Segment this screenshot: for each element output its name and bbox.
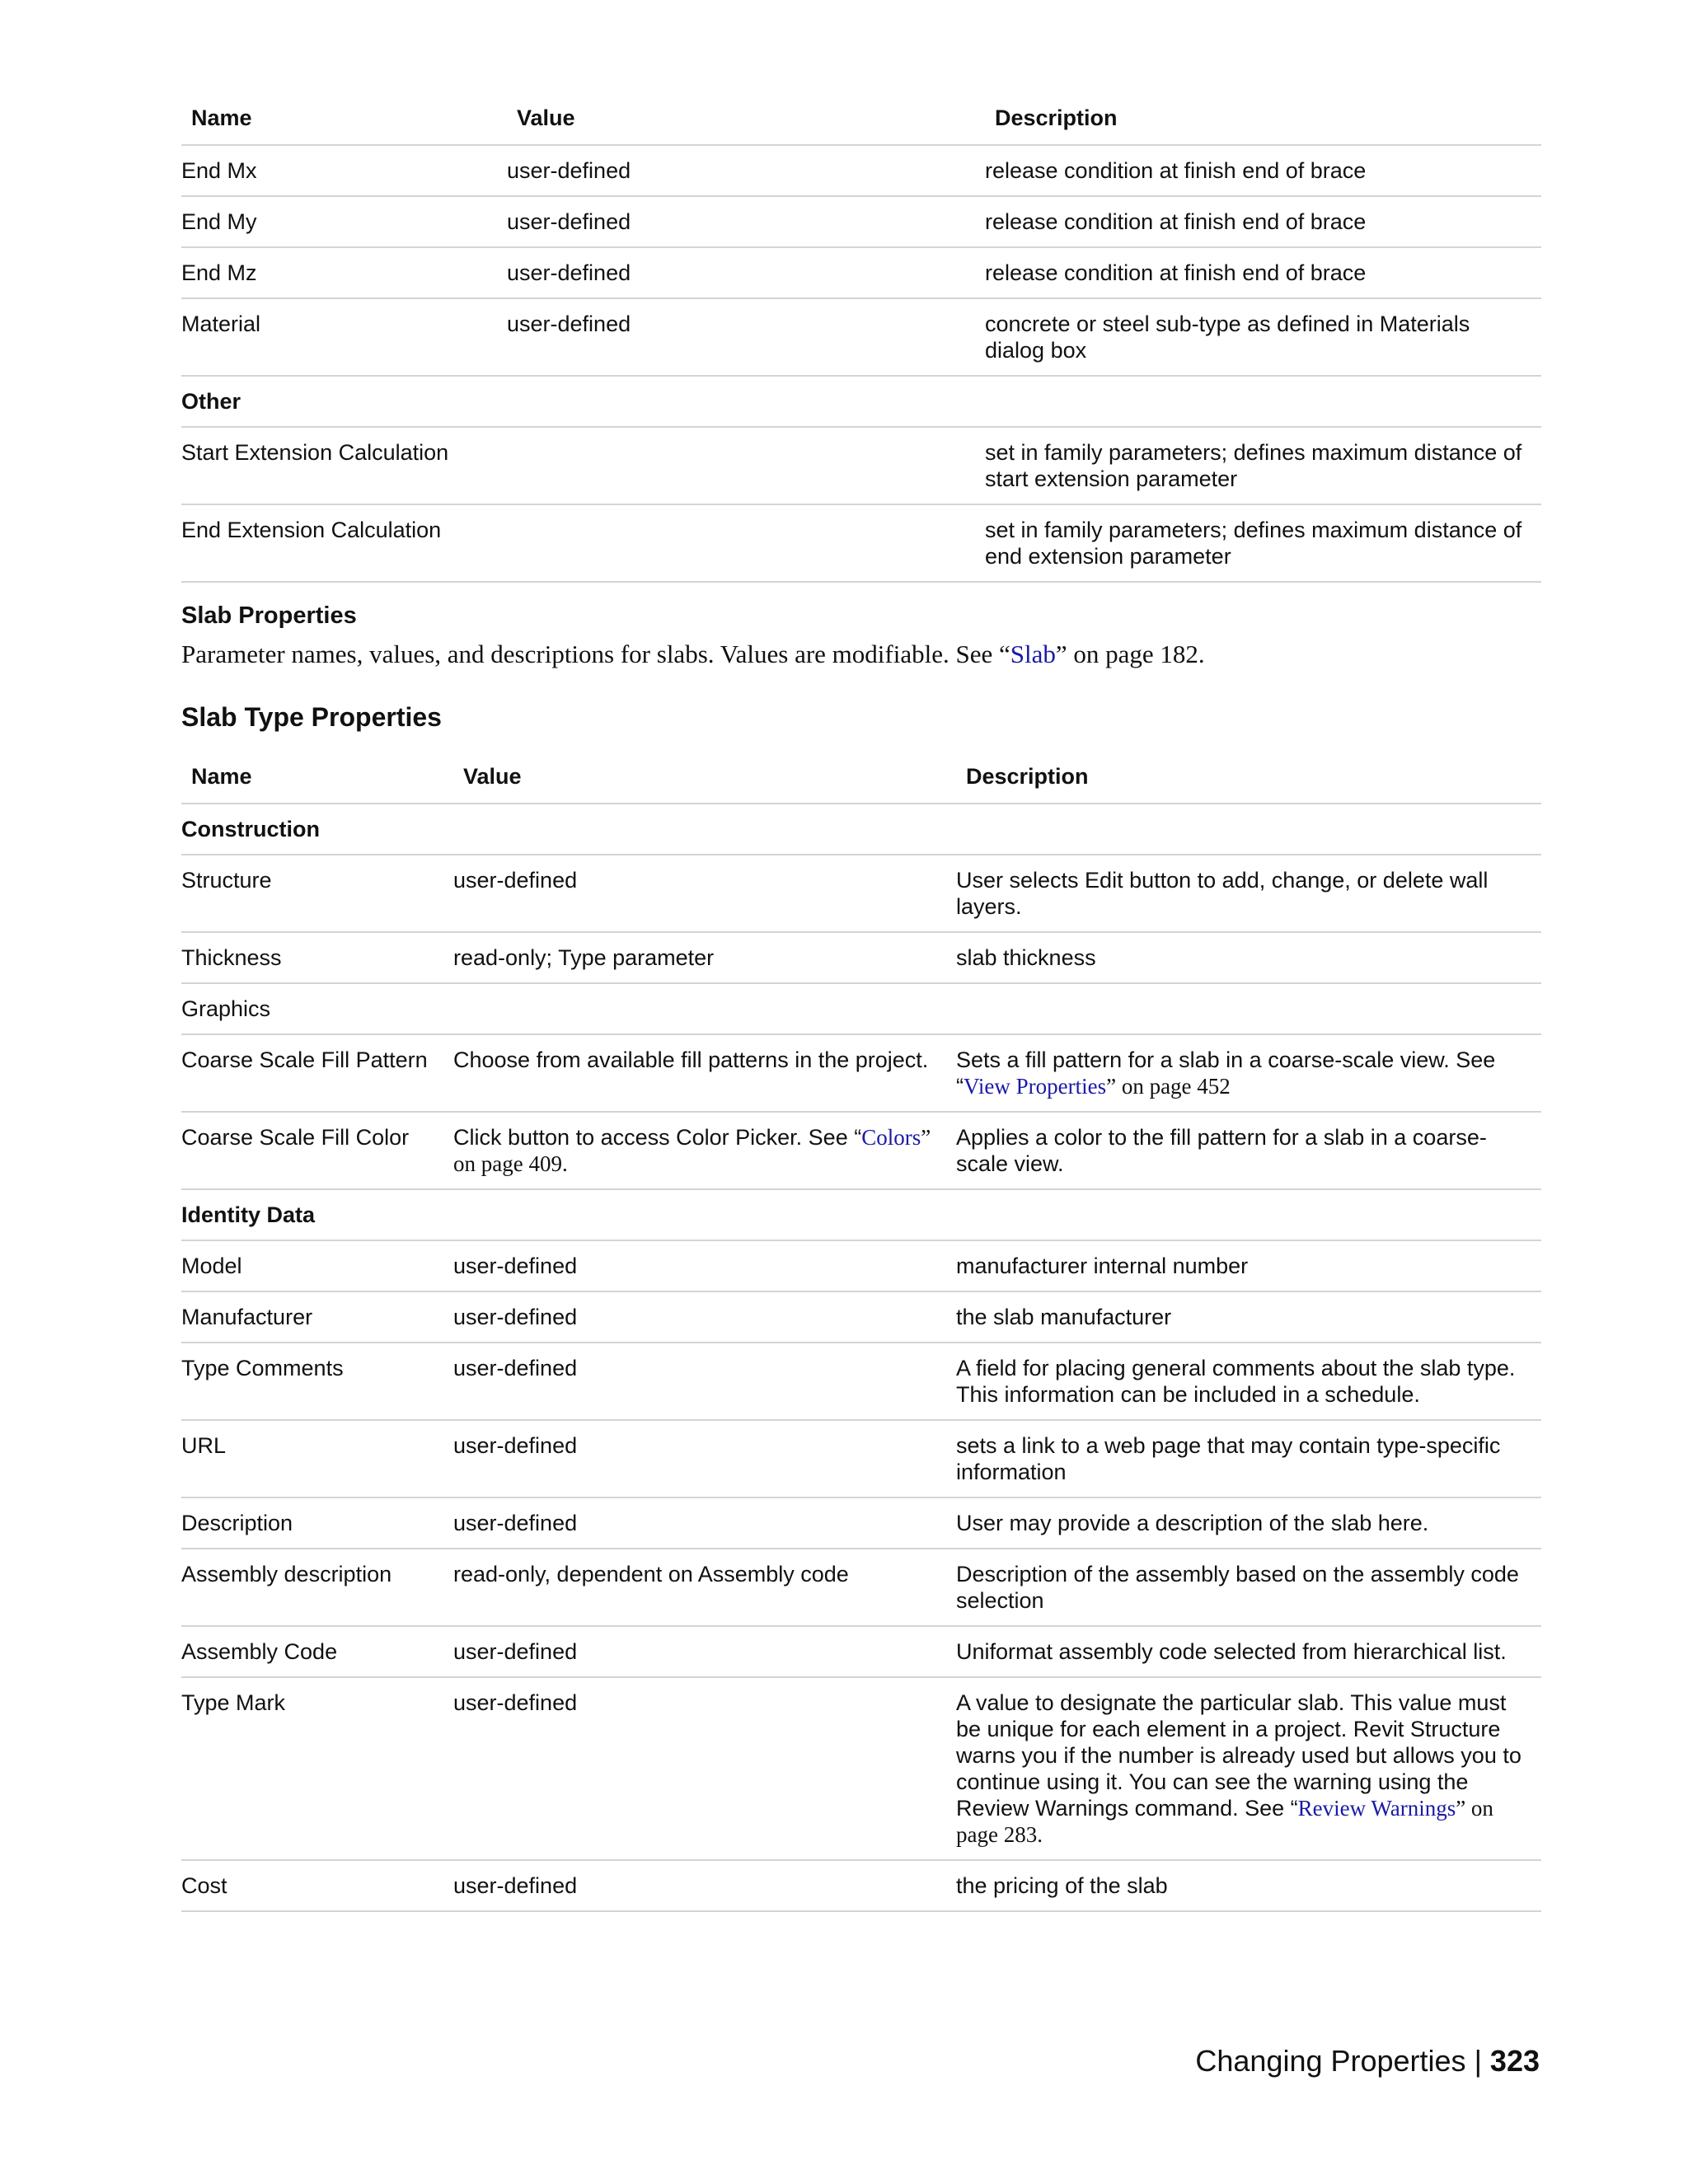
description-text: ” on page 452 [1106,1074,1231,1099]
table-row [181,196,1541,247]
slab-link[interactable]: Slab [1010,640,1056,668]
param-description: the pricing of the slab [956,1860,1541,1911]
table-row [181,1677,1541,1860]
param-description: set in family parameters; defines maximum distance of start extension parameter [985,427,1541,504]
param-description: release condition at finish end of brace [985,247,1541,298]
param-description: Uniformat assembly code selected from hierarchical list. [956,1626,1541,1677]
table-row [181,298,1541,376]
description-text: A value to designate the particular slab. This value must be unique for each element in a project. Revit Structure warns you if the number is already used but allows you to continue using it. You can see the warning using the Review Warnings command. See “ [956,1690,1522,1821]
value-text: ” on page 409. [453,1125,931,1176]
param-name: Structure [181,855,453,932]
table-row [181,1112,1541,1189]
param-value: user-defined [507,298,985,376]
table-row [181,504,1541,582]
section-heading-construction: Construction [181,804,1541,855]
slab-properties-heading: Slab Properties [181,602,357,629]
section-row [181,1189,1541,1240]
param-description: A field for placing general comments about the slab type. This information can be included in a schedule. [956,1343,1541,1420]
footer-title: Changing Properties [1195,2044,1466,2078]
param-name: End Mx [181,145,507,196]
param-description: sets a link to a web page that may contain type-specific information [956,1420,1541,1497]
param-name: Model [181,1240,453,1291]
param-description: concrete or steel sub-type as defined in Materials dialog box [985,298,1541,376]
slab-type-properties-heading: Slab Type Properties [181,702,442,732]
table-row [181,1240,1541,1291]
param-value [507,504,985,582]
table-row [181,1343,1541,1420]
param-name: Description [181,1497,453,1549]
param-value: user-defined [507,196,985,247]
table-row [181,1420,1541,1497]
header-description: Description [956,757,1541,804]
param-value: user-defined [453,1240,956,1291]
param-description: release condition at finish end of brace [985,196,1541,247]
header-name: Name [181,757,453,804]
section-row [181,983,1541,1034]
param-name: Type Comments [181,1343,453,1420]
table-row [181,1549,1541,1626]
param-name: Type Mark [181,1677,453,1860]
param-description: User may provide a description of the slab here. [956,1497,1541,1549]
table-row [181,1291,1541,1343]
param-description: the slab manufacturer [956,1291,1541,1343]
param-name: Coarse Scale Fill Pattern [181,1034,453,1112]
param-value: user-defined [453,1291,956,1343]
param-name: Assembly Code [181,1626,453,1677]
table-row [181,855,1541,932]
table-row [181,427,1541,504]
section-row [181,376,1541,427]
param-description: Description of the assembly based on the assembly code selection [956,1549,1541,1626]
param-name: Start Extension Calculation [181,427,507,504]
param-value: user-defined [453,1420,956,1497]
table-row [181,145,1541,196]
brace-properties-table [181,99,1541,583]
param-description: release condition at finish end of brace [985,145,1541,196]
table-header-row [181,99,1541,145]
header-value: Value [507,99,985,145]
param-value: Choose from available fill patterns in the project. [453,1034,956,1112]
param-name: Thickness [181,932,453,983]
page-number: 323 [1489,2044,1540,2078]
param-name: End Mz [181,247,507,298]
view-properties-link[interactable]: View Properties [964,1074,1107,1099]
section-heading-other: Other [181,376,1541,427]
table-header-row [181,757,1541,804]
review-warnings-link[interactable]: Review Warnings [1297,1796,1456,1821]
param-description: slab thickness [956,932,1541,983]
header-name: Name [181,99,507,145]
table-row [181,932,1541,983]
param-name: Assembly description [181,1549,453,1626]
param-name: Cost [181,1860,453,1911]
slab-type-properties-table [181,757,1541,1912]
param-value: user-defined [453,1343,956,1420]
param-name: Material [181,298,507,376]
table-row [181,1034,1541,1112]
param-name: Manufacturer [181,1291,453,1343]
description-text: ” on page 283. [956,1796,1493,1847]
description-text: Sets a fill pattern for a slab in a coarse-scale view. See “ [956,1047,1496,1099]
param-description: set in family parameters; defines maximum distance of end extension parameter [985,504,1541,582]
param-value: user-defined [453,1677,956,1860]
header-description: Description [985,99,1541,145]
param-name: End My [181,196,507,247]
param-value: user-defined [453,1626,956,1677]
page-footer [1195,2044,1540,2079]
param-value: read-only; Type parameter [453,932,956,983]
section-heading-graphics: Graphics [181,983,1541,1034]
value-text: Click button to access Color Picker. See “ [453,1125,862,1150]
param-value: user-defined [507,247,985,298]
param-value: user-defined [453,1860,956,1911]
param-value: user-defined [453,855,956,932]
section-heading-identity-data: Identity Data [181,1189,1541,1240]
param-value [507,427,985,504]
param-description: Applies a color to the fill pattern for a slab in a coarse-scale view. [956,1112,1541,1189]
param-name: Coarse Scale Fill Color [181,1112,453,1189]
param-value: user-defined [453,1497,956,1549]
table-row [181,1497,1541,1549]
colors-link[interactable]: Colors [861,1125,921,1150]
footer-separator: | [1474,2044,1482,2078]
param-description: manufacturer internal number [956,1240,1541,1291]
param-name: URL [181,1420,453,1497]
param-description [956,1034,1541,1112]
param-description [956,1677,1541,1860]
table-row [181,247,1541,298]
table-row [181,1860,1541,1911]
header-value: Value [453,757,956,804]
param-name: End Extension Calculation [181,504,507,582]
document-page [181,99,1541,1912]
param-value: user-defined [507,145,985,196]
param-value [453,1112,956,1189]
section-row [181,804,1541,855]
paragraph-text: Parameter names, values, and descriptions for slabs. Values are modifiable. See “ [181,640,1010,668]
param-value: read-only, dependent on Assembly code [453,1549,956,1626]
param-description: User selects Edit button to add, change, or delete wall layers. [956,855,1541,932]
slab-properties-paragraph [181,640,1541,669]
table-row [181,1626,1541,1677]
paragraph-text: ” on page 182. [1055,640,1205,668]
